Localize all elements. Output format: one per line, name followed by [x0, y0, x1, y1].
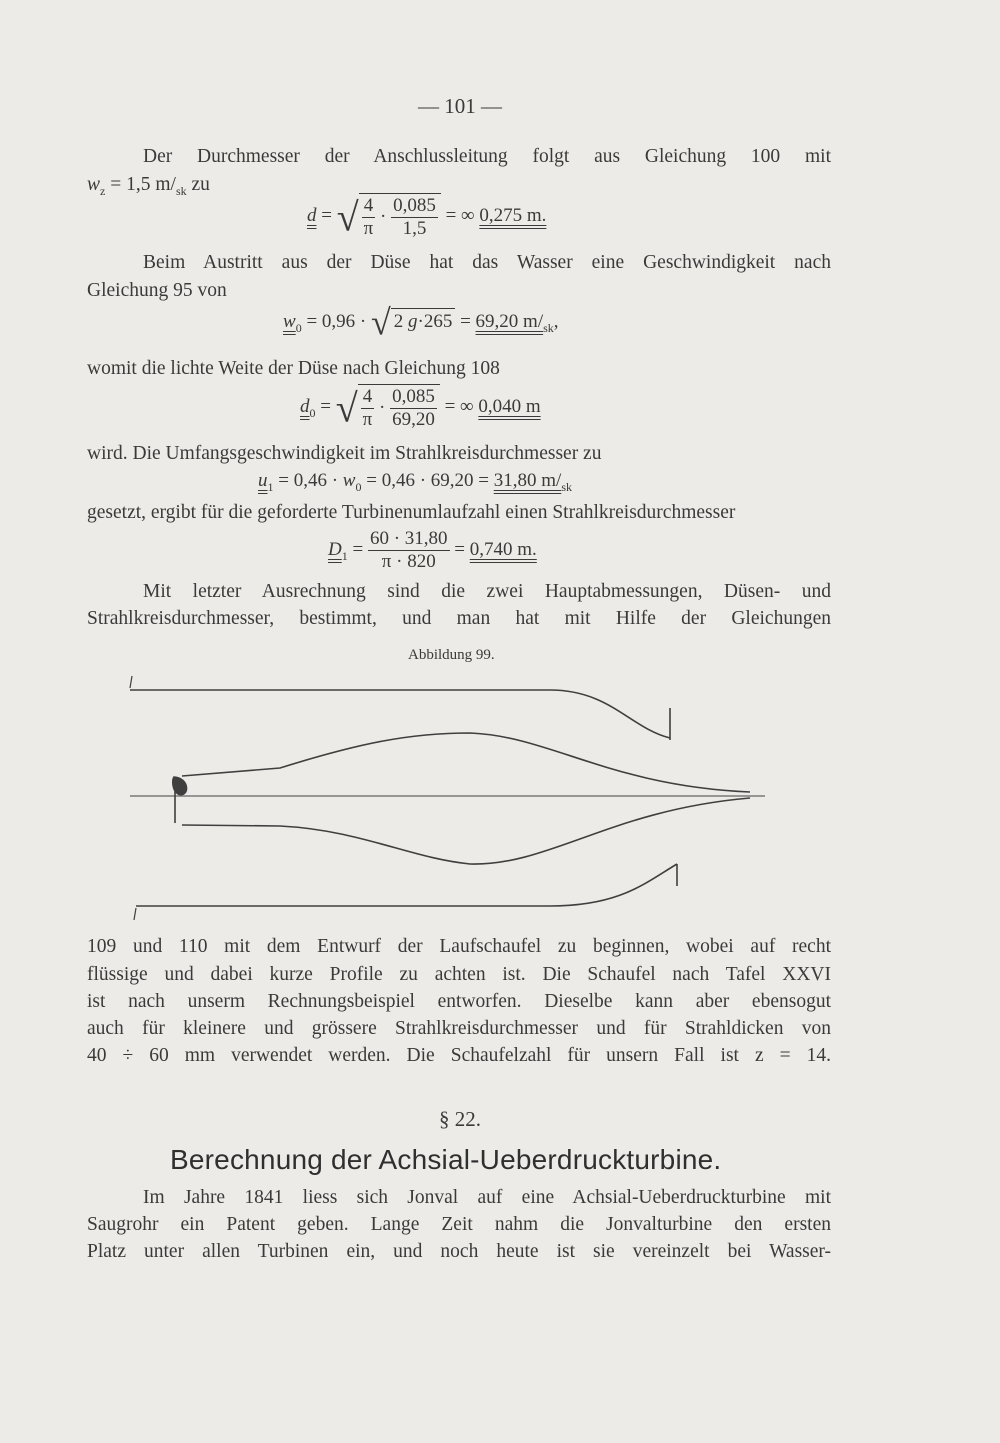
paragraph-line: Der Durchmesser der Anschlussleitung folgt aus Gleichung 100 mit — [143, 146, 831, 167]
section-title: Berechnung der Achsial-Ueberdruckturbine. — [170, 1144, 722, 1175]
paragraph-line: womit die lichte Weite der Düse nach Gleichung 108 — [87, 358, 500, 379]
end-mark-top — [130, 676, 132, 688]
nozzle-lower — [182, 798, 750, 864]
paragraph-line: Mit letzter Ausrechnung sind die zwei Hauptabmessungen, Düsen- und — [143, 581, 831, 602]
paragraph-line: 109 und 110 mit dem Entwurf der Laufschaufel zu beginnen, wobei auf recht — [87, 936, 831, 957]
paragraph-line: gesetzt, ergibt für die geforderte Turbinenumlaufzahl einen Strahlkreisdurchmesser — [87, 502, 736, 523]
section-number: § 22. — [439, 1107, 481, 1131]
bottom-wall — [136, 864, 677, 906]
nozzle-upper — [182, 733, 750, 792]
equation-d0: $d_0$ = √ $\frac{4}{\pi}$ · $\frac{0,085}{69,20}$ = ∞ 0,040 m — [300, 385, 541, 431]
equation-D1: $D_1$ = $\frac{60 \cdot 31,80}{\pi \cdot 820}$ = 0,740 m. — [328, 528, 537, 572]
paragraph-line: Platz unter allen Turbinen ein, und noch heute ist sie vereinzelt bei Wasser- — [87, 1241, 831, 1262]
paragraph-line: Im Jahre 1841 liess sich Jonval auf eine Achsial-Ueberdruckturbine mit — [143, 1187, 831, 1208]
end-mark-bottom — [134, 908, 136, 920]
paragraph-line: wird. Die Umfangsgeschwindigkeit im Strahlkreisdurchmesser zu — [87, 443, 602, 464]
equation-u1: $u_1 = 0,46 \cdot w_0 = 0,46 \cdot 69,20 = 31,80$ $m/_{sk}$ — [258, 470, 572, 494]
paragraph-line: $w_z = 1,5$ $m/_{sk}$ zu — [87, 174, 210, 198]
equation-w0: $w_0 = 0,96$ · √ 2 g·265 = 69,20 $m/_{sk}$, — [283, 302, 559, 343]
page-number: — 101 — — [418, 94, 502, 118]
paragraph-line: flüssige und dabei kurze Profile zu achten ist. Die Schaufel nach Tafel XXVI — [87, 964, 831, 985]
paragraph-line: Strahlkreisdurchmesser, bestimmt, und man hat mit Hilfe der Gleichungen — [87, 608, 831, 629]
paragraph-line: Beim Austritt aus der Düse hat das Wasser eine Geschwindigkeit nach — [143, 252, 831, 273]
figure-caption: Abbildung 99. — [408, 647, 495, 663]
equation-d: d = √ $\frac{4}{\pi}$ · $\frac{0,085}{1,5}$ = ∞ 0,275 m. — [307, 194, 547, 240]
paragraph-line: Gleichung 95 von — [87, 280, 227, 301]
needle-tip — [173, 777, 187, 795]
paragraph-line: Saugrohr ein Patent geben. Lange Zeit nahm die Jonvalturbine den ersten — [87, 1214, 831, 1235]
top-wall — [130, 690, 670, 738]
paragraph-line: ist nach unserm Rechnungsbeispiel entworfen. Dieselbe kann aber ebensogut — [87, 991, 831, 1012]
paragraph-line: 40 ÷ 60 mm verwendet werden. Die Schaufelzahl für unsern Fall ist z = 14. — [87, 1045, 831, 1066]
paragraph-line: auch für kleinere und grössere Strahlkreisdurchmesser und für Strahldicken von — [87, 1018, 831, 1039]
nozzle-figure — [90, 668, 790, 928]
